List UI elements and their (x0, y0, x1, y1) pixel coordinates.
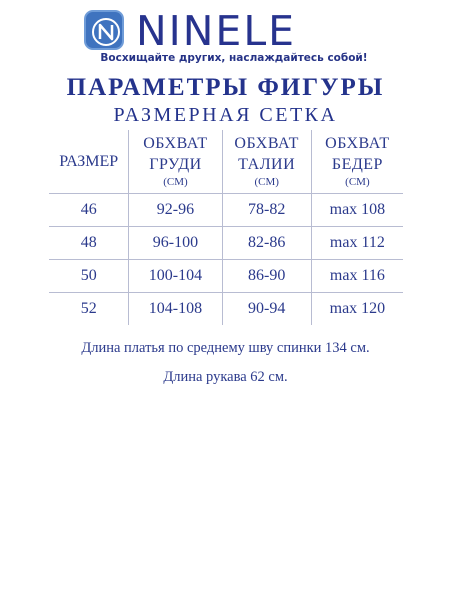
header-chest-unit: (СМ) (163, 176, 188, 188)
cell-chest: 96-100 (129, 227, 222, 260)
logo-n-glyph (90, 16, 122, 48)
table-header-row (49, 130, 403, 194)
dress-length-note: Длина платья по среднему шву спинки 134 см. (81, 340, 370, 356)
cell-waist: 86-90 (222, 260, 311, 293)
cell-chest: 92-96 (129, 194, 222, 227)
table-row (49, 194, 403, 227)
header-hip-line1: ОБХВАТ (325, 135, 390, 152)
cell-chest: 100-104 (129, 260, 222, 293)
cell-size: 48 (49, 227, 129, 260)
page-title: ПАРАМЕТРЫ ФИГУРЫ (66, 74, 385, 101)
header-waist-line2: ТАЛИИ (238, 156, 296, 173)
table-row (49, 293, 403, 326)
header-chest-line1: ОБХВАТ (143, 135, 208, 152)
cell-size: 46 (49, 194, 129, 227)
header-cell-chest (129, 130, 222, 194)
cell-size: 52 (80, 300, 97, 317)
cell-hip: max 116 (311, 260, 403, 293)
header-cell-waist (222, 130, 311, 194)
cell-size: 50 (49, 260, 129, 293)
ninele-logo-icon (84, 10, 124, 50)
table-row (49, 260, 403, 293)
header-chest-line2: ГРУДИ (149, 156, 202, 173)
header-cell-hip (311, 130, 403, 194)
header-waist-line1: ОБХВАТ (234, 135, 299, 152)
header-size-label: РАЗМЕР (59, 153, 119, 170)
cell-chest: 104-108 (129, 293, 222, 326)
brand-name: NINELE (136, 7, 297, 55)
header-cell-size (49, 130, 129, 194)
brand-slogan: Восхищайте других, наслаждайтесь собой! (100, 52, 368, 64)
cell-waist: 82-86 (222, 227, 311, 260)
cell-hip: max 112 (311, 227, 403, 260)
header-waist-unit: (СМ) (254, 176, 279, 188)
cell-hip: max 120 (311, 293, 403, 326)
cell-waist: 90-94 (222, 293, 311, 326)
header-hip-unit: (СМ) (345, 176, 370, 188)
size-chart-table (49, 130, 403, 325)
header-hip-line2: БЕДЕР (331, 156, 383, 173)
table-row (49, 227, 403, 260)
sleeve-length-note: Длина рукава 62 см. (163, 369, 288, 385)
page-subtitle: РАЗМЕРНАЯ СЕТКА (113, 104, 338, 126)
cell-hip: max 108 (311, 194, 403, 227)
cell-waist: 78-82 (222, 194, 311, 227)
